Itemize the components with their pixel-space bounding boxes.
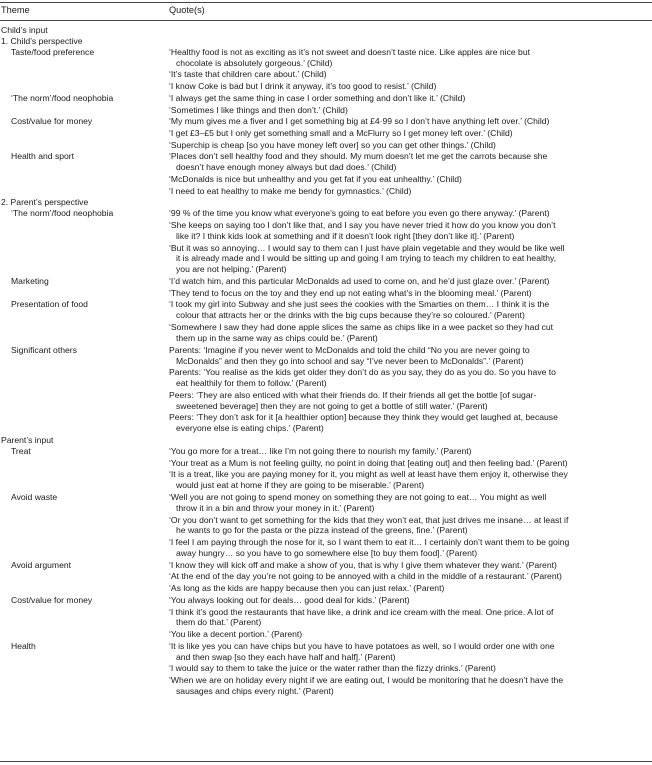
quote-cell [169, 367, 652, 389]
table-row [0, 663, 652, 674]
table-row [0, 435, 652, 446]
quote-line: and then swap [so they each have half and half].’ (Parent) [176, 651, 396, 662]
quote-line: ‘It is a treat, like you are paying money for it, you might as well at least have them enjoy it, otherwise they [169, 469, 568, 480]
quote-cell [169, 469, 652, 491]
quote-cell [169, 560, 652, 571]
quotes-column-header: Quote(s) [169, 5, 205, 15]
quote-cell [169, 220, 652, 242]
quote-line: ‘My mum gives me a fiver and I get something big at £4·99 so I don’t have anything left over.’ (Child) [169, 116, 550, 127]
quote-cell [169, 81, 652, 92]
table-row [0, 537, 652, 559]
theme-label: Avoid argument [11, 559, 72, 570]
quote-line: ‘As long as the kids are happy because then you can just relax.’ (Parent) [169, 583, 445, 594]
quote-line: Peers: ‘They don’t ask for it [a healthier option] because they think they would get laughed at, because [169, 412, 558, 423]
table-row [0, 412, 652, 434]
quote-line: ‘Healthy food is not as exciting as it’s not sweet and doesn’t taste nice. Like apples are nice but [169, 46, 530, 57]
quote-cell [169, 299, 652, 321]
quote-cell [169, 243, 652, 276]
quote-line: ‘I need to eat healthy to make me bendy for gymnastics.’ (Child) [169, 185, 412, 196]
quote-line: ‘I’d watch him, and this particular McDonalds ad used to come on, and he’d just glaze over.’ (Parent) [169, 276, 550, 286]
header-rule [0, 20, 652, 21]
quote-line: ‘Places don’t sell healthy food and they should. My mum doesn’t let me get the carrots because she [169, 151, 548, 162]
section-heading: Child’s input [1, 25, 48, 35]
theme-column-header: Theme [1, 5, 30, 15]
subsection-heading: 1. Child’s perspective [1, 35, 83, 46]
theme-label: Taste/food preference [11, 46, 95, 57]
quote-cell [169, 446, 652, 457]
quote-line: sweetened beverage] then they are not going to get a bottle of still water.’ (Parent) [176, 400, 488, 411]
quote-cell [169, 93, 652, 104]
table-row [0, 607, 652, 629]
table-row [0, 36, 652, 47]
table-row [0, 458, 652, 469]
quote-cell [169, 186, 652, 197]
table-row [0, 174, 652, 185]
quote-cell [169, 663, 652, 674]
quote-cell [169, 116, 652, 127]
quote-cell [169, 345, 652, 367]
quote-cell [169, 492, 652, 514]
theme-label: Health [11, 640, 36, 651]
theme-label: ‘The norm’/food neophobia [11, 208, 114, 219]
quote-line: McDonalds” and then they go into school and say “I’ve never been to McDonalds”.’ (Parent) [176, 355, 524, 366]
table-row [0, 151, 652, 173]
quote-line: he wants to go for the pasta or the pizza instead of the greens, fine.’ (Parent) [176, 525, 468, 536]
quote-line: ‘99 % of the time you know what everyone’s going to eat before you even go there anyway.’ (Parent) [169, 208, 550, 219]
table-row [0, 367, 652, 389]
table-row [0, 243, 652, 276]
theme-label: Significant others [11, 344, 77, 355]
quote-line: ‘When we are on holiday every night if we are eating out, I would be monitoring that he doesn’t have the [169, 675, 564, 686]
quote-line: colour that attracts her or the drinks with the big cups because they’re so coloured.’ (Parent) [176, 310, 525, 321]
quote-line: throw it in a bin and throw your money in it.’ (Parent) [176, 502, 375, 513]
quote-line: ‘I know they will kick off and make a show of you, that is why I give them whatever they want.’ (Parent) [169, 559, 557, 570]
quote-line: ‘I took my girl into Subway and she just sees the cookies with the Smarties on them… I think it is the [169, 299, 550, 310]
quote-line: you are not helping.’ (Parent) [176, 264, 287, 275]
table-row [0, 128, 652, 139]
theme-label: Treat [11, 445, 31, 456]
quote-line: eat healthily for them to follow.’ (Parent) [176, 378, 327, 389]
table-row [0, 641, 652, 663]
quote-cell [169, 69, 652, 80]
quote-line: ‘They tend to focus on the toy and they end up not eating what’s in the blooming meal.’ (Parent) [169, 287, 532, 298]
theme-label: Presentation of food [11, 299, 88, 310]
quote-cell [169, 276, 652, 287]
table-row [0, 675, 652, 697]
quote-cell [169, 151, 652, 173]
table-row [0, 93, 652, 104]
quote-line: away hungry… so you have to go somewhere else [to buy them food].’ (Parent) [176, 548, 478, 558]
theme-label: Cost/value for money [11, 594, 93, 605]
quote-line: ‘I think it’s good the restaurants that have like, a drink and ice cream with the meal. One price. A lot of [169, 606, 554, 617]
top-rule [0, 2, 652, 3]
quote-line: ‘She keeps on saying too I don’t like that, and I say you have never tried it how do you know you don’t [169, 219, 556, 230]
table-row [0, 390, 652, 412]
quote-cell [169, 537, 652, 559]
quote-line: ‘McDonalds is nice but unhealthy and you get fat if you eat unhealthy.’ (Child) [169, 173, 462, 184]
quote-line: ‘Sometimes I like things and then don’t.’ (Child) [169, 104, 348, 115]
table-row [0, 322, 652, 344]
table-row [0, 116, 652, 127]
quote-cell [169, 174, 652, 185]
table-row [0, 25, 652, 36]
quote-cell [169, 390, 652, 412]
table-row [0, 105, 652, 116]
table-row [0, 446, 652, 457]
quote-cell [169, 675, 652, 697]
quote-cell [169, 458, 652, 469]
quote-cell [169, 595, 652, 606]
table-row [0, 515, 652, 537]
quote-line: Peers: ‘They are also enticed with what their friends do. If their friends all get the bottle [of sugar- [169, 389, 537, 400]
quote-line: ‘At the end of the day you’re not going to be annoyed with a child in the middle of a restaurant.’ (Parent) [169, 571, 562, 582]
theme-label: Cost/value for money [11, 116, 93, 127]
quote-line: ‘You go more for a treat… like I’m not going there to nourish my family.’ (Parent) [169, 445, 472, 456]
quote-line: ‘It is like yes you can have chips but you have to have potatoes as well, so I would order one with one [169, 640, 555, 651]
quote-cell [169, 208, 652, 219]
quote-line: everyone else is eating chips.’ (Parent) [176, 423, 324, 434]
table-row [0, 47, 652, 69]
quote-line: like it? I think kids look at something and if it doesn’t look right [they don’t like it].’ (Parent) [176, 230, 515, 241]
table-row [0, 345, 652, 367]
table-row [0, 81, 652, 92]
table-row [0, 197, 652, 208]
table-row [0, 629, 652, 640]
quote-cell [169, 322, 652, 344]
bottom-rule [0, 761, 652, 762]
theme-label: Avoid waste [11, 491, 58, 502]
quote-cell [169, 515, 652, 537]
quote-line: ‘But it was so annoying… I would say to them can I just have plain vegetable and they would be like well [169, 242, 565, 253]
quote-cell [169, 607, 652, 629]
quote-cell [169, 629, 652, 640]
table-row [0, 288, 652, 299]
table-row [0, 186, 652, 197]
table-row [0, 560, 652, 571]
quote-line: Parents: ‘Imagine if you never went to McDonalds and told the child “No you are never going to [169, 344, 530, 355]
quote-line: ‘Your treat as a Mum is not feeling guilty, no point in doing that [eating out] and then feeling bad.’ (Parent) [169, 457, 568, 468]
quote-line: sausages and chips every night.’ (Parent) [176, 686, 334, 696]
quote-cell [169, 641, 652, 663]
table-row [0, 571, 652, 582]
quote-line: ‘Or you don’t want to get something for the kids that they won’t eat, that just drives me insane… at least if [169, 514, 569, 525]
quote-cell [169, 571, 652, 582]
theme-label: Marketing [11, 276, 49, 286]
quote-line: them do that.’ (Parent) [176, 617, 262, 628]
quote-cell [169, 47, 652, 69]
quote-line: ‘It’s taste that children care about.’ (Child) [169, 69, 327, 80]
quote-line: ‘I always get the same thing in case I order something and don’t like it.’ (Child) [169, 92, 466, 103]
quote-line: ‘You always looking out for deals… good deal for kids.’ (Parent) [169, 594, 410, 605]
quote-line: it is already made and I would be sitting up and going I am trying to teach my children to eat healthy, [176, 253, 557, 264]
table-row [0, 276, 652, 287]
quote-line: ‘I feel I am paying through the nose for it, so I want them to eat it… I certainly don’t want them to be going [169, 537, 570, 548]
theme-label: ‘The norm’/food neophobia [11, 92, 114, 103]
quote-line: ‘I get £3–£5 but I only get something small and a McFlurry so I get money left over.’ (Child) [169, 127, 513, 138]
quote-line: them up in the same way as chips could be.’ (Parent) [176, 332, 378, 343]
subsection-heading: 2. Parent’s perspective [1, 197, 89, 208]
quote-line: Parents: ‘You realise as the kids get older they don’t do as you say, they do as you do. So you have to [169, 367, 556, 378]
quote-line: would just eat at home if they are going to be miserable.’ (Parent) [176, 480, 425, 491]
section-heading: Parent’s input [1, 435, 54, 445]
table-row [0, 208, 652, 219]
table-row [0, 220, 652, 242]
table-row [0, 140, 652, 151]
quote-line: ‘Superchip is cheap [so you have money left over] so you can get other things.’ (Child) [169, 139, 496, 150]
table-row [0, 69, 652, 80]
quote-line: ‘I know Coke is bad but I drink it anyway, it’s too good to resist.’ (Child) [169, 81, 437, 92]
theme-label: Health and sport [11, 151, 75, 162]
quote-line: ‘You like a decent portion.’ (Parent) [169, 629, 303, 640]
table-row [0, 583, 652, 594]
quote-line: ‘I would say to them to take the juice or the water rather than the fizzy drinks.’ (Parent) [169, 663, 496, 674]
quote-cell [169, 140, 652, 151]
table-row [0, 595, 652, 606]
quote-line: ‘Somewhere I saw they had done apple slices the same as chips like in a wee packet so they had cut [169, 322, 554, 332]
quote-cell [169, 583, 652, 594]
quote-line: doesn’t have enough money always but dad does.’ (Child) [176, 162, 397, 173]
table-row [0, 299, 652, 321]
quote-cell [169, 288, 652, 299]
table-row [0, 492, 652, 514]
quote-line: ‘Well you are not going to spend money on something they are not going to eat… You might as well [169, 491, 547, 502]
table-row [0, 469, 652, 491]
quote-cell [169, 128, 652, 139]
quote-line: chocolate is absolutely gorgeous.’ (Child) [176, 57, 333, 68]
quote-cell [169, 105, 652, 116]
quote-cell [169, 412, 652, 434]
